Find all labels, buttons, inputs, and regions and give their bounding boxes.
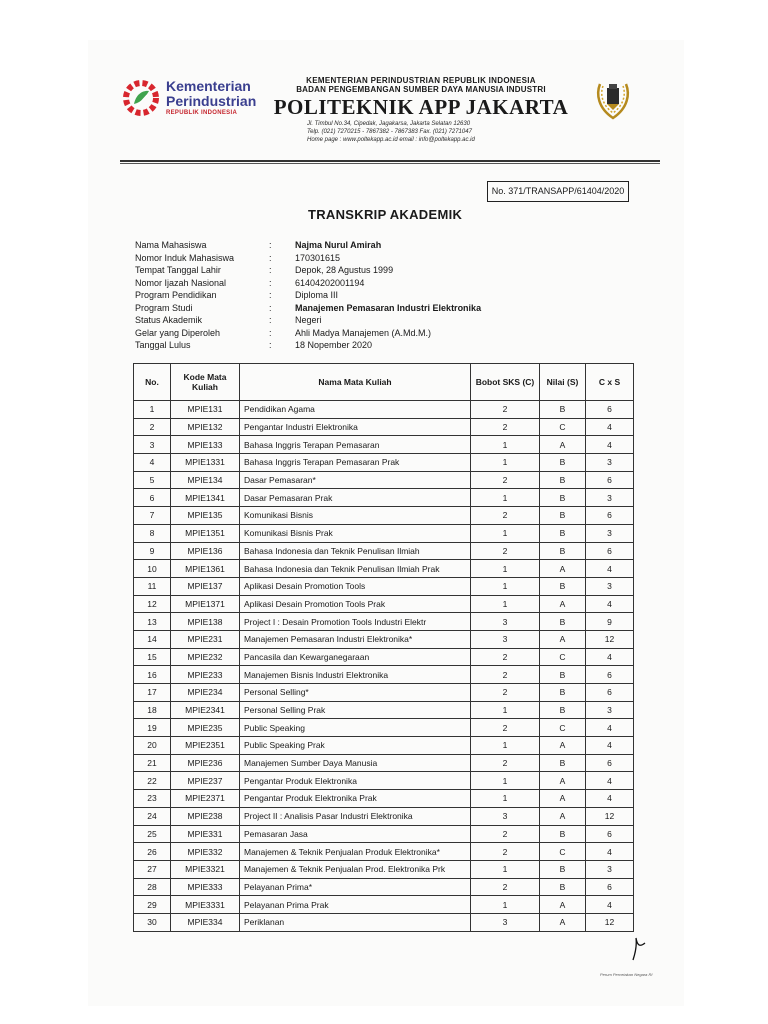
table-row (134, 418, 634, 436)
cell-course-code: MPIE234 (171, 684, 240, 702)
cell-course-code: MPIE137 (171, 577, 240, 595)
cell-course-code: MPIE238 (171, 807, 240, 825)
cell-credits: 1 (471, 772, 540, 790)
cell-cxs: 6 (586, 754, 634, 772)
document-title: TRANSKRIP AKADEMIK (308, 207, 463, 222)
cell-cxs: 3 (586, 489, 634, 507)
cell-grade: B (540, 701, 586, 719)
cell-credits: 2 (471, 418, 540, 436)
cell-grade: A (540, 737, 586, 755)
cell-course-name: Dasar Pemasaran* (240, 471, 471, 489)
cell-course-name: Pancasila dan Kewarganegaraan (240, 648, 471, 666)
letterhead (265, 76, 577, 144)
info-colon: : (269, 290, 272, 300)
cell-credits: 1 (471, 560, 540, 578)
info-row (135, 339, 595, 352)
table-row (134, 719, 634, 737)
cell-cxs: 6 (586, 878, 634, 896)
header-course-name: Nama Mata Kuliah (240, 364, 471, 401)
table-row (134, 489, 634, 507)
document-number: No. 371/TRANSAPP/61404/2020 (487, 181, 629, 202)
cell-no: 30 (134, 913, 171, 931)
cell-course-name: Periklanan (240, 913, 471, 931)
ministry-logo-name (166, 79, 256, 109)
header-course-code: Kode Mata Kuliah (171, 364, 240, 401)
cell-no: 22 (134, 772, 171, 790)
table-row (134, 560, 634, 578)
info-label: Nama Mahasiswa (135, 240, 207, 250)
info-label: Gelar yang Diperoleh (135, 327, 221, 338)
cell-course-code: MPIE134 (171, 471, 240, 489)
table-row (134, 754, 634, 772)
cell-grade: B (540, 613, 586, 631)
cell-no: 20 (134, 737, 171, 755)
cell-grade: B (540, 542, 586, 560)
cell-course-name: Manajemen Sumber Daya Manusia (240, 754, 471, 772)
table-row (134, 913, 634, 931)
cell-course-name: Manajemen Bisnis Industri Elektronika (240, 666, 471, 684)
cell-credits: 2 (471, 754, 540, 772)
info-label: Status Akademik (135, 315, 203, 325)
cell-no: 9 (134, 542, 171, 560)
cell-course-name: Personal Selling* (240, 684, 471, 702)
cell-grade: B (540, 489, 586, 507)
info-value: Ahli Madya Manajemen (A.Md.M.) (295, 327, 432, 338)
cell-course-code: MPIE1371 (171, 595, 240, 613)
cell-course-name: Personal Selling Prak (240, 701, 471, 719)
cell-course-code: MPIE1351 (171, 524, 240, 542)
cell-course-code: MPIE334 (171, 913, 240, 931)
cell-cxs: 3 (586, 524, 634, 542)
cell-credits: 2 (471, 648, 540, 666)
cell-no: 12 (134, 595, 171, 613)
cell-cxs: 4 (586, 560, 634, 578)
cell-course-code: MPIE333 (171, 878, 240, 896)
cell-cxs: 3 (586, 454, 634, 472)
institution-phone: Telp. (021) 7270215 - 7867382 - 7867383 Fax. (021) 7271047 (307, 129, 472, 135)
table-row (134, 613, 634, 631)
garuda-emblem-icon (594, 74, 632, 122)
cell-no: 19 (134, 719, 171, 737)
table-row (134, 471, 634, 489)
cell-course-code: MPIE332 (171, 843, 240, 861)
cell-course-code: MPIE2371 (171, 790, 240, 808)
cell-no: 16 (134, 666, 171, 684)
info-value: Depok, 28 Agustus 1999 (295, 265, 394, 275)
cell-grade: C (540, 843, 586, 861)
table-row (134, 648, 634, 666)
cell-no: 10 (134, 560, 171, 578)
cell-course-name: Pengantar Produk Elektronika Prak (240, 790, 471, 808)
header-cxs: C x S (586, 364, 634, 401)
cell-grade: A (540, 436, 586, 454)
cell-grade: A (540, 560, 586, 578)
cell-course-code: MPIE2341 (171, 701, 240, 719)
cell-course-name: Bahasa Indonesia dan Teknik Penulisan Ilmiah (240, 542, 471, 560)
cell-course-code: MPIE136 (171, 542, 240, 560)
cell-course-name: Aplikasi Desain Promotion Tools Prak (240, 595, 471, 613)
info-label: Tanggal Lulus (135, 340, 191, 350)
cell-credits: 2 (471, 401, 540, 419)
table-row (134, 843, 634, 861)
signature-mark (625, 934, 653, 962)
letterhead-rule (120, 160, 660, 162)
info-value: Manajemen Pemasaran Industri Elektronika (295, 302, 482, 313)
cell-grade: B (540, 471, 586, 489)
cell-course-name: Project I : Desain Promotion Tools Industri Elektr (240, 613, 471, 631)
info-colon: : (269, 265, 272, 275)
cell-course-code: MPIE138 (171, 613, 240, 631)
cell-course-name: Project II : Analisis Pasar Industri Elektronika (240, 807, 471, 825)
student-info (135, 239, 595, 352)
cell-credits: 2 (471, 542, 540, 560)
table-row (134, 507, 634, 525)
cell-no: 26 (134, 843, 171, 861)
table-row (134, 825, 634, 843)
cell-credits: 1 (471, 896, 540, 914)
table-row (134, 790, 634, 808)
cell-credits: 3 (471, 613, 540, 631)
cell-credits: 1 (471, 790, 540, 808)
cell-credits: 1 (471, 436, 540, 454)
cell-no: 8 (134, 524, 171, 542)
cell-grade: B (540, 754, 586, 772)
cell-grade: B (540, 860, 586, 878)
cell-grade: C (540, 719, 586, 737)
table-row (134, 860, 634, 878)
info-row (135, 277, 595, 290)
cell-cxs: 6 (586, 542, 634, 560)
cell-grade: A (540, 896, 586, 914)
cell-cxs: 6 (586, 507, 634, 525)
cell-credits: 3 (471, 913, 540, 931)
info-value: Diploma III (295, 290, 339, 300)
cell-course-code: MPIE1341 (171, 489, 240, 507)
header-credits: Bobot SKS (C) (471, 364, 540, 401)
agency-line: BADAN PENGEMBANGAN SUMBER DAYA MANUSIA INDUSTRI (296, 85, 546, 94)
cell-no: 27 (134, 860, 171, 878)
cell-credits: 2 (471, 878, 540, 896)
cell-no: 2 (134, 418, 171, 436)
cell-course-name: Bahasa Indonesia dan Teknik Penulisan Ilmiah Prak (240, 560, 471, 578)
cell-cxs: 4 (586, 595, 634, 613)
cell-cxs: 4 (586, 896, 634, 914)
info-value: 18 Nopember 2020 (295, 340, 373, 350)
cell-credits: 1 (471, 860, 540, 878)
cell-cxs: 12 (586, 807, 634, 825)
info-label: Program Pendidikan (135, 290, 217, 300)
header-grade: Nilai (S) (540, 364, 586, 401)
cell-cxs: 9 (586, 613, 634, 631)
ministry-logo-name-line1: Kementerian (166, 78, 251, 94)
cell-grade: A (540, 772, 586, 790)
info-label: Nomor Induk Mahasiswa (135, 252, 235, 263)
cell-cxs: 6 (586, 401, 634, 419)
cell-course-code: MPIE132 (171, 418, 240, 436)
cell-course-code: MPIE133 (171, 436, 240, 454)
info-row (135, 314, 595, 327)
cell-grade: C (540, 648, 586, 666)
info-value: Negeri (295, 315, 322, 325)
info-colon: : (269, 302, 272, 313)
institution-name: POLITEKNIK APP JAKARTA (273, 95, 569, 119)
cell-cxs: 4 (586, 719, 634, 737)
institution-address: Jl. Timbul No.34, Cipedak, Jagakarsa, Jakarta Selatan 12630 (307, 121, 471, 127)
transcript-table (133, 363, 634, 932)
cell-grade: B (540, 401, 586, 419)
cell-credits: 2 (471, 719, 540, 737)
cell-no: 14 (134, 630, 171, 648)
cell-credits: 1 (471, 701, 540, 719)
table-header-row (134, 364, 634, 401)
cell-cxs: 6 (586, 666, 634, 684)
cell-grade: A (540, 595, 586, 613)
cell-course-name: Pengantar Produk Elektronika (240, 772, 471, 790)
cell-course-name: Dasar Pemasaran Prak (240, 489, 471, 507)
info-row (135, 302, 595, 315)
cell-course-name: Pendidikan Agama (240, 401, 471, 419)
table-row (134, 595, 634, 613)
cell-grade: C (540, 418, 586, 436)
cell-course-code: MPIE232 (171, 648, 240, 666)
cell-course-name: Bahasa Inggris Terapan Pemasaran (240, 436, 471, 454)
info-colon: : (269, 252, 272, 263)
info-label: Tempat Tanggal Lahir (135, 265, 221, 275)
cell-course-code: MPIE2351 (171, 737, 240, 755)
cell-grade: A (540, 790, 586, 808)
cell-credits: 2 (471, 471, 540, 489)
cell-credits: 2 (471, 825, 540, 843)
institution-web: Home page : www.poltekapp.ac.id email : info@poltekapp.ac.id (307, 137, 475, 143)
info-row (135, 239, 595, 252)
ministry-logo-subtitle: REPUBLIK INDONESIA (166, 110, 238, 116)
table-row (134, 807, 634, 825)
cell-credits: 3 (471, 630, 540, 648)
cell-cxs: 6 (586, 684, 634, 702)
cell-no: 23 (134, 790, 171, 808)
cell-course-name: Komunikasi Bisnis Prak (240, 524, 471, 542)
cell-course-name: Pemasaran Jasa (240, 825, 471, 843)
cell-cxs: 4 (586, 436, 634, 454)
cell-grade: B (540, 666, 586, 684)
cell-credits: 1 (471, 454, 540, 472)
cell-cxs: 4 (586, 790, 634, 808)
table-row (134, 577, 634, 595)
cell-grade: A (540, 913, 586, 931)
cell-course-code: MPIE235 (171, 719, 240, 737)
cell-course-code: MPIE3321 (171, 860, 240, 878)
cell-course-code: MPIE135 (171, 507, 240, 525)
table-row (134, 401, 634, 419)
cell-credits: 2 (471, 507, 540, 525)
cell-course-code: MPIE131 (171, 401, 240, 419)
cell-no: 11 (134, 577, 171, 595)
cell-course-code: MPIE331 (171, 825, 240, 843)
table-row (134, 630, 634, 648)
cell-credits: 2 (471, 684, 540, 702)
cell-course-name: Pelayanan Prima Prak (240, 896, 471, 914)
table-row (134, 436, 634, 454)
cell-credits: 1 (471, 577, 540, 595)
cell-credits: 2 (471, 843, 540, 861)
info-value: 170301615 (295, 252, 341, 263)
info-colon: : (269, 327, 272, 338)
cell-credits: 1 (471, 595, 540, 613)
cell-grade: B (540, 878, 586, 896)
cell-grade: B (540, 577, 586, 595)
footer-note: Perum Percetakan Negara RI (600, 972, 653, 977)
cell-no: 5 (134, 471, 171, 489)
table-row (134, 878, 634, 896)
cell-course-name: Komunikasi Bisnis (240, 507, 471, 525)
cell-cxs: 3 (586, 577, 634, 595)
cell-grade: B (540, 684, 586, 702)
info-label: Program Studi (135, 302, 193, 313)
header-no: No. (134, 364, 171, 401)
cell-course-name: Public Speaking (240, 719, 471, 737)
cell-course-name: Manajemen Pemasaran Industri Elektronika* (240, 630, 471, 648)
cell-cxs: 4 (586, 737, 634, 755)
cell-cxs: 6 (586, 825, 634, 843)
table-row (134, 896, 634, 914)
cell-course-code: MPIE236 (171, 754, 240, 772)
cell-cxs: 6 (586, 471, 634, 489)
cell-no: 3 (134, 436, 171, 454)
cell-credits: 1 (471, 489, 540, 507)
cell-no: 17 (134, 684, 171, 702)
cell-grade: B (540, 454, 586, 472)
cell-course-code: MPIE237 (171, 772, 240, 790)
cell-cxs: 4 (586, 648, 634, 666)
cell-no: 13 (134, 613, 171, 631)
info-colon: : (269, 315, 272, 325)
cell-course-name: Public Speaking Prak (240, 737, 471, 755)
table-row (134, 737, 634, 755)
info-row (135, 327, 595, 340)
table-row (134, 666, 634, 684)
info-label: Nomor Ijazah Nasional (135, 277, 227, 288)
cell-no: 1 (134, 401, 171, 419)
info-row (135, 289, 595, 302)
ministry-logo-name-line2: Perindustrian (166, 93, 257, 109)
cell-cxs: 3 (586, 860, 634, 878)
cell-credits: 3 (471, 807, 540, 825)
cell-course-code: MPIE1361 (171, 560, 240, 578)
cell-credits: 1 (471, 524, 540, 542)
table-row (134, 454, 634, 472)
cell-course-name: Pengantar Industri Elektronika (240, 418, 471, 436)
cell-no: 28 (134, 878, 171, 896)
info-value: 61404202001194 (295, 277, 365, 288)
cell-grade: A (540, 630, 586, 648)
table-row (134, 524, 634, 542)
cell-cxs: 4 (586, 843, 634, 861)
cell-course-name: Manajemen & Teknik Penjualan Produk Elektronika* (240, 843, 471, 861)
kemenperin-gear-logo-icon (121, 78, 161, 118)
cell-no: 18 (134, 701, 171, 719)
cell-cxs: 4 (586, 772, 634, 790)
table-row (134, 772, 634, 790)
cell-course-name: Aplikasi Desain Promotion Tools (240, 577, 471, 595)
cell-grade: B (540, 507, 586, 525)
cell-course-code: MPIE3331 (171, 896, 240, 914)
cell-no: 7 (134, 507, 171, 525)
cell-cxs: 12 (586, 913, 634, 931)
table-row (134, 701, 634, 719)
cell-course-name: Manajemen & Teknik Penjualan Prod. Elektronika Prk (240, 860, 471, 878)
letterhead-rule-thin (120, 163, 660, 164)
cell-no: 29 (134, 896, 171, 914)
info-value: Najma Nurul Amirah (295, 240, 382, 250)
cell-cxs: 4 (586, 418, 634, 436)
ministry-line: KEMENTERIAN PERINDUSTRIAN REPUBLIK INDONESIA (306, 76, 536, 85)
cell-grade: B (540, 825, 586, 843)
cell-no: 4 (134, 454, 171, 472)
table-row (134, 684, 634, 702)
cell-no: 6 (134, 489, 171, 507)
cell-no: 24 (134, 807, 171, 825)
cell-cxs: 3 (586, 701, 634, 719)
info-colon: : (269, 240, 272, 250)
cell-course-code: MPIE233 (171, 666, 240, 684)
cell-course-name: Bahasa Inggris Terapan Pemasaran Prak (240, 454, 471, 472)
cell-course-name: Pelayanan Prima* (240, 878, 471, 896)
info-colon: : (269, 277, 272, 288)
cell-no: 25 (134, 825, 171, 843)
cell-no: 21 (134, 754, 171, 772)
cell-no: 15 (134, 648, 171, 666)
info-row (135, 252, 595, 265)
cell-grade: B (540, 524, 586, 542)
cell-grade: A (540, 807, 586, 825)
cell-course-code: MPIE1331 (171, 454, 240, 472)
cell-credits: 2 (471, 666, 540, 684)
info-colon: : (269, 340, 272, 350)
cell-course-code: MPIE231 (171, 630, 240, 648)
info-row (135, 264, 595, 277)
table-row (134, 542, 634, 560)
cell-cxs: 12 (586, 630, 634, 648)
cell-credits: 1 (471, 737, 540, 755)
